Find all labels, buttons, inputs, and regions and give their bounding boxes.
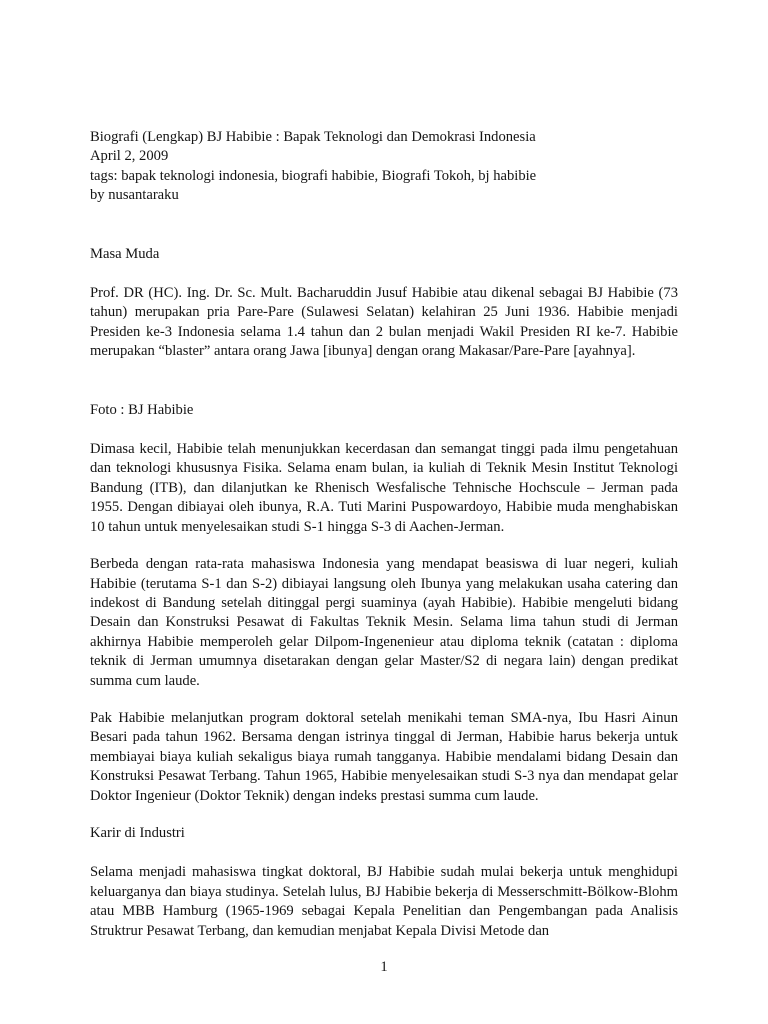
section-heading-masa-muda: Masa Muda bbox=[90, 245, 160, 262]
spacer bbox=[90, 806, 678, 824]
paragraph-foto-1: Dimasa kecil, Habibie telah menunjukkan kecerdasan dan semangat tinggi pada ilmu pengetahuan dan teknologi khususnya Fisika. Selama enam bulan, ia kuliah di Teknik Mesin Institut Teknologi Bandung (ITB), dan dilanjutkan ke Rhenisch Wesfalische Tehnische Hochscule – Jerman pada 1955. Dengan dibiayai oleh ibunya, R.A. Tuti Marini Puspowardoyo, Habibie muda menghabiskan 10 tahun untuk menyelesaikan studi S-1 hingga S-3 di Aachen-Jerman. bbox=[90, 441, 678, 535]
section-heading-karir: Karir di Industri bbox=[90, 824, 185, 841]
page-number: 1 bbox=[380, 959, 388, 975]
article-tags: tags: bapak teknologi indonesia, biografi habibie, Biografi Tokoh, bj habibie bbox=[90, 167, 537, 184]
article-author: by nusantaraku bbox=[90, 187, 179, 204]
photo-caption: Foto : BJ Habibie bbox=[90, 401, 194, 418]
spacer bbox=[90, 264, 678, 284]
spacer bbox=[90, 362, 678, 401]
paragraph-masa-muda-1: Prof. DR (HC). Ing. Dr. Sc. Mult. Bacharuddin Jusuf Habibie atau dikenal sebagai BJ Habibie (73 tahun) merupakan pria Pare-Pare (Sulawesi Selatan) kelahiran 25 Juni 1936. Habibie menjadi Presiden ke-3 Indonesia selama 1.4 tahun dan 2 bulan menjadi Wakil Presiden RI ke-7. Habibie merupakan “blaster” antara orang Jawa [ibunya] dengan orang Makasar/Pare-Pare [ayahnya]. bbox=[90, 285, 678, 360]
paragraph-karir-1: Selama menjadi mahasiswa tingkat doktoral, BJ Habibie sudah mulai bekerja untuk menghidupi keluarganya dan biaya studinya. Setelah lulus, BJ Habibie bekerja di Messerschmitt-Bölkow-Blohm atau MBB Hamburg (1965-1969 sebagai Kepala Penelitian dan Pengembangan pada Analisis Struktrur Pesawat Terbang, dan kemudian menjabat Kepala Divisi Metode dan bbox=[90, 864, 678, 939]
spacer bbox=[90, 420, 678, 440]
article-date: April 2, 2009 bbox=[90, 148, 169, 165]
paragraph-foto-3: Pak Habibie melanjutkan program doktoral setelah menikahi teman SMA-nya, Ibu Hasri Ainun Besari pada tahun 1962. Bersama dengan istrinya tinggal di Jerman, Habibie harus bekerja untuk membiayai biaya kuliah sekaligus biaya rumah tangganya. Habibie mendalami bidang Desain dan Konstruksi Pesawat Terbang. Tahun 1965, Habibie menyelesaikan studi S-3 nya dan mendapat gelar Doktor Ingenieur (Doktor Teknik) dengan indeks prestasi summa cum laude. bbox=[90, 709, 678, 804]
spacer bbox=[90, 206, 678, 245]
document-body bbox=[90, 128, 678, 941]
spacer bbox=[90, 537, 678, 555]
spacer bbox=[90, 843, 678, 863]
spacer bbox=[90, 691, 678, 709]
article-title: Biografi (Lengkap) BJ Habibie : Bapak Teknologi dan Demokrasi Indonesia bbox=[90, 129, 536, 145]
paragraph-foto-2: Berbeda dengan rata-rata mahasiswa Indonesia yang mendapat beasiswa di luar negeri, kuliah Habibie (terutama S-1 dan S-2) dibiayai langsung oleh Ibunya yang melakukan usaha catering dan indekost di Bandung setelah ditinggal pergi suaminya (ayah Habibie). Habibie mengeluti bidang Desain dan Konstruksi Pesawat di Fakultas Teknik Mesin. Selama lima tahun studi di Jerman akhirnya Habibie memperoleh gelar Dilpom-Ingenenieur atau diploma teknik (catatan : diploma teknik di Jerman umumnya disetarakan dengan gelar Master/S2 di negara lain) dengan predikat summa cum laude. bbox=[90, 556, 678, 689]
